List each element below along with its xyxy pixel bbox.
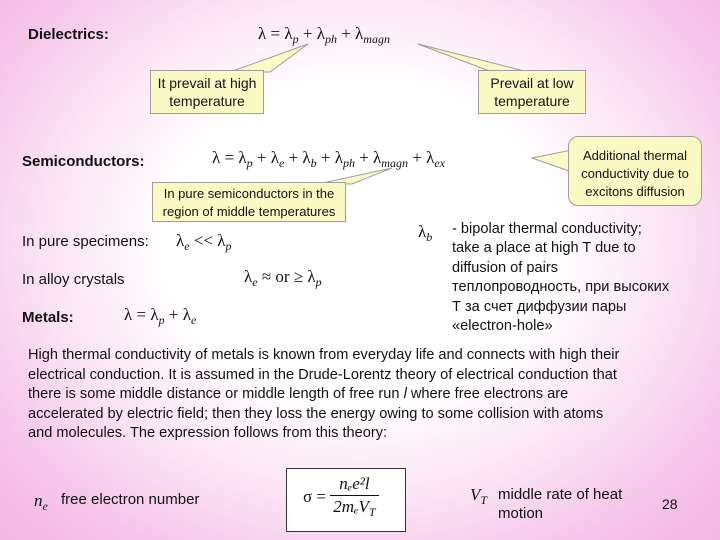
- electron-number-symbol: $n_e$: [34, 491, 48, 513]
- callout-low-temperature: Prevail at low temperature: [478, 70, 586, 114]
- conductivity-formula: σ = $\frac{\text{nₑe²l}}{2m_eV_T}$: [303, 474, 379, 520]
- page-number: 28: [662, 496, 678, 512]
- drude-lorentz-paragraph: [28, 346, 708, 444]
- paragraph-line: there is some middle distance or middle length of free run l where free electrons are: [28, 386, 569, 403]
- alloy-crystals-formula: $\lambda_e$ ≈ or ≥ $\lambda_p$: [244, 267, 322, 289]
- pointer-high-temp: [230, 44, 308, 72]
- heat-motion-rate-symbol: $V_T$: [470, 485, 488, 507]
- pointer-excitons: [532, 150, 572, 172]
- bipolar-line: Т за счет диффузии пары: [452, 298, 627, 315]
- paragraph-line: High thermal conductivity of metals is known from everyday life and connects with high their: [28, 347, 620, 363]
- callout-high-temperature: It prevail at high temperature: [150, 70, 264, 114]
- pure-specimens-label: In pure specimens:: [22, 233, 149, 250]
- alloy-crystals-label: In alloy crystals: [22, 271, 125, 288]
- bipolar-line: теплопроводность, при высоких: [452, 279, 670, 296]
- callout-excitons-diffusion: Additional thermal conductivity due to excitons diffusion: [568, 136, 702, 206]
- conductivity-formula-box: [286, 468, 406, 532]
- bipolar-description: [452, 220, 669, 336]
- bipolar-line: take a place at high T due to: [452, 240, 636, 257]
- electron-number-description: free electron number: [61, 491, 200, 508]
- dielectrics-label: Dielectrics:: [28, 26, 109, 43]
- metals-formula: $\lambda = \lambda_p + \lambda_e$: [124, 305, 197, 327]
- paragraph-line: accelerated by electric field; then they loss the energy owing to some collision with atoms: [28, 405, 604, 422]
- bipolar-symbol: $\lambda_b$: [418, 222, 433, 244]
- dielectrics-formula: $\lambda = \lambda_p + \lambda_{ph} + \lambda_{magn}$: [258, 24, 390, 46]
- semiconductors-label: Semiconductors:: [22, 153, 145, 170]
- bipolar-line: «electron-hole»: [452, 318, 553, 335]
- paragraph-line: and molecules. The expression follows from this theory:: [28, 425, 388, 442]
- semiconductors-formula: $\lambda = \lambda_p + \lambda_e + \lambda_b + \lambda_{ph} + \lambda_{magn} + \lambda_{ex}$: [212, 148, 445, 170]
- bipolar-line: - bipolar thermal conductivity;: [452, 221, 642, 237]
- heat-motion-rate-description: middle rate of heat motion: [498, 486, 623, 522]
- metals-label: Metals:: [22, 309, 74, 326]
- pointer-low-temp: [418, 44, 528, 72]
- bipolar-line: diffusion of pairs: [452, 259, 559, 276]
- paragraph-line: electrical conduction. It is assumed in the Drude-Lorentz theory of electrical conduction that: [28, 366, 617, 383]
- pure-specimens-formula: $\lambda_e << \lambda_p$: [176, 231, 232, 253]
- callout-middle-temperatures: In pure semiconductors in the region of middle temperatures: [152, 182, 346, 222]
